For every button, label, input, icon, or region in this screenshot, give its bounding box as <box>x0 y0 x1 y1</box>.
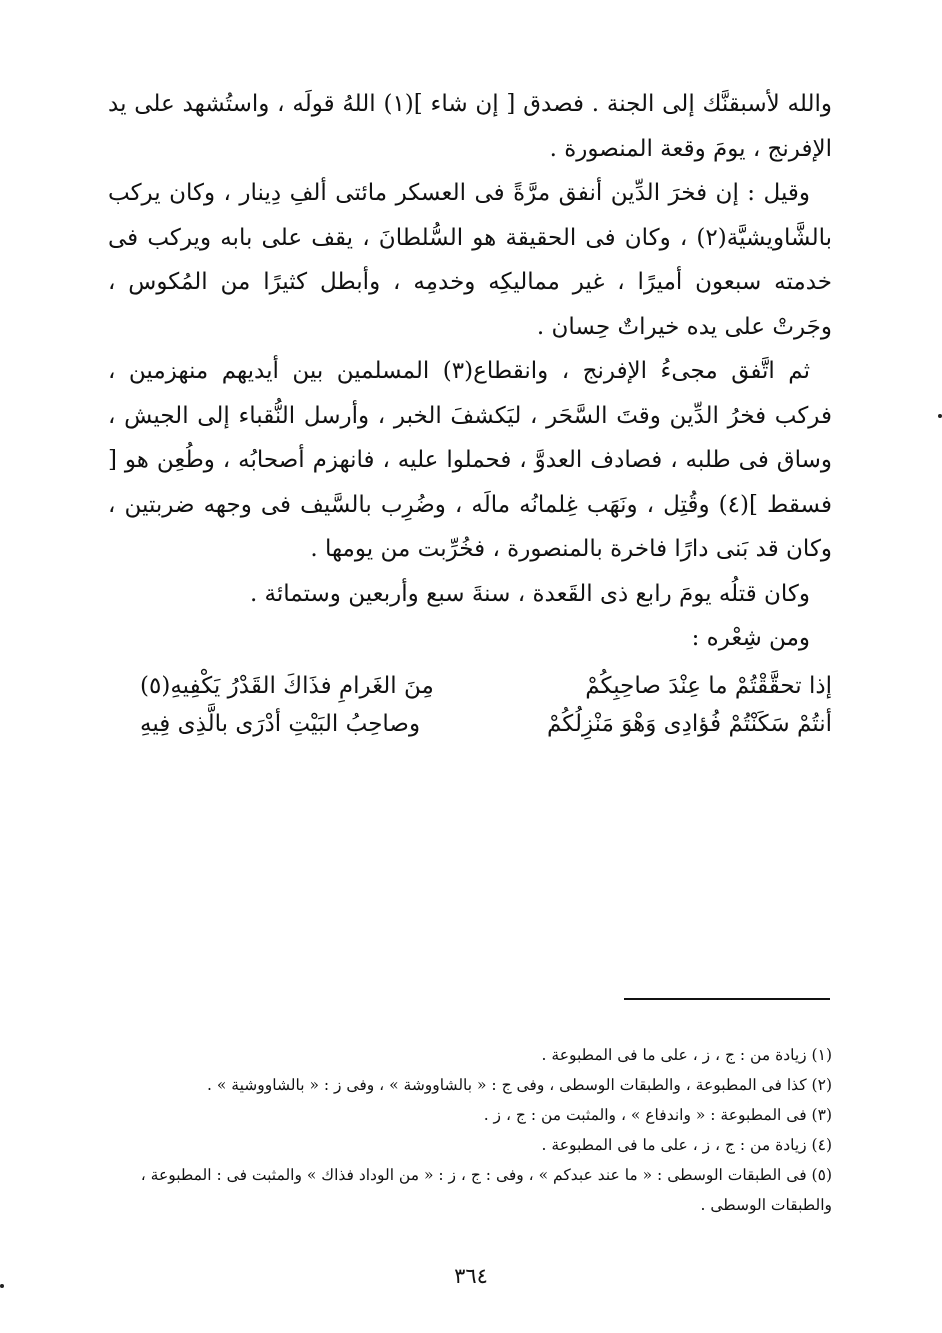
poem-verse <box>140 667 832 705</box>
footnote-separator <box>624 998 830 1000</box>
paragraph: وكان قتلُه يومَ رابع ذى القَعدة ، سنةَ سبع وأربعين وستمائة . <box>249 580 810 607</box>
footnote: (٣) فى المطبوعة : « واندفاع » ، والمثبت من : ج ، ز . <box>483 1106 832 1124</box>
verse-second-hemistich: وصاحِبُ البَيْتِ أدْرَى بالَّذِى فِيهِ <box>140 711 421 737</box>
poem-verse <box>140 705 832 743</box>
paragraph: وقيل : إن فخرَ الدِّين أنفق مرَّةً فى العسكر مائتى ألفِ دِينار ، وكان يركب بالشَّاويشيَّة(٢) ، وكان فى الحقيقة هو السُّلطانَ ، يقف على بابه ويركب فى خدمته سبعون أميرًا ، غير مماليكِه وخدمِه ، وأبطل كثيرًا من المُكوس ، وجَرتْ على يده خيراتٌ حِسان . <box>108 180 832 340</box>
footnote: (٤) زيادة من : ج ، ز ، على ما فى المطبوعة . <box>541 1136 832 1154</box>
footnote: (١) زيادة من : ج ، ز ، على ما فى المطبوعة . <box>541 1046 832 1064</box>
verse-second-hemistich: مِنَ الغَرامِ فذَاكَ القَدْرُ يَكْفِيهِ(٥) <box>140 673 434 699</box>
poem <box>140 667 832 743</box>
footnotes <box>108 1040 832 1220</box>
footnote: (٢) كذا فى المطبوعة ، والطبقات الوسطى ، وفى ج : « بالشاووشة » ، وفى ز : « بالشاووشية » . <box>207 1076 832 1094</box>
poem-intro: ومن شِعْره : <box>691 625 810 651</box>
page-number: ٣٦٤ <box>454 1264 488 1288</box>
verse-first-hemistich: إذا تحقَّقْتُمْ ما عِنْدَ صاحِبِكُمْ <box>585 673 832 699</box>
footnote: (٥) فى الطبقات الوسطى : « ما عند عبدكم » ، وفى : ج ، ز : « من الوداد فذاك » والمثبت فى : المطبوعة ، والطبقات الوسطى . <box>140 1166 832 1214</box>
scan-speck <box>938 414 942 418</box>
paragraph: ثم اتَّفق مجىءُ الإفرنج ، وانقطاع(٣) المسلمين بين أيديهم منهزمين ، فركب فخرُ الدِّين وقتَ السَّحَر ، ليَكشفَ الخبر ، وأرسل النُّقباء إلى الجيش ، وساق فى طلبه ، فصادف العدوَّ ، فحملوا عليه ، فانهزم أصحابُه ، وطُعِن هو [ فسقط ](٤) وقُتِل ، ونَهَب غِلمانُه مالَه ، وضُرِب بالسَّيف فى وجهه ضربتين ، وكان قد بَنى دارًا فاخرة بالمنصورة ، فخُرِّبت من يومها . <box>108 358 832 562</box>
scan-speck <box>0 1284 4 1288</box>
main-text <box>108 82 832 661</box>
paragraph: والله لأسبقنَّك إلى الجنة . فصدق [ إن شاء ](١) اللهُ قولَه ، واستُشهد على يد الإفرنج ، يومَ وقعة المنصورة . <box>108 91 832 162</box>
verse-first-hemistich: أنتُمْ سَكَنْتُمْ فُؤادِى وَهْوَ مَنْزِلُكُمْ <box>546 711 832 737</box>
